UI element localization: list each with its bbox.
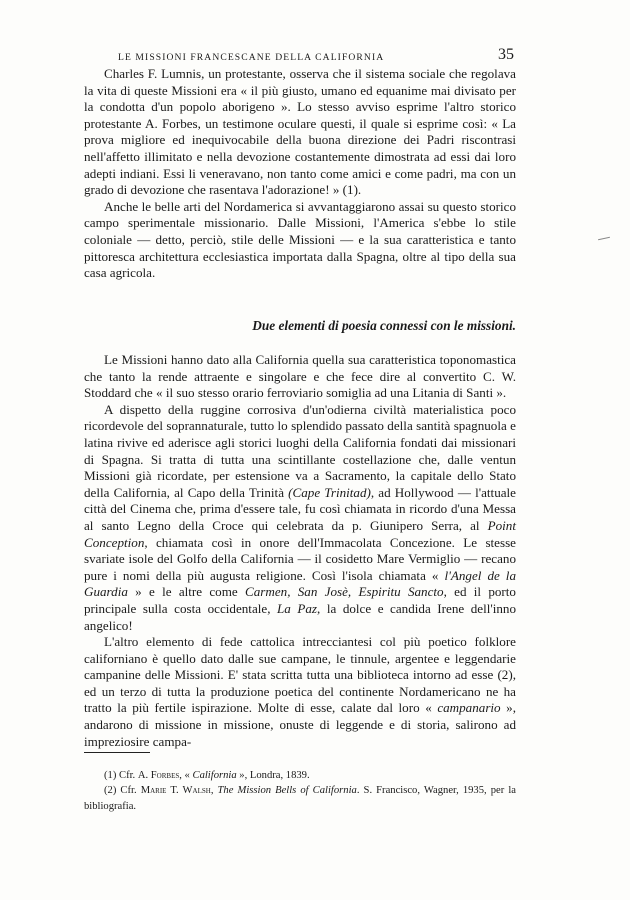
- footnote-sep: , «: [179, 770, 193, 781]
- italic-angel-guardia: l'Angel de la Guardia: [84, 567, 516, 600]
- text-run: L'altro elemento di fede cattolica intrecciantesi col più poetico folklore californiano è quello dato dalle sue campane, le tinnule, argentee e leggendarie campanine delle Missioni. E' stata scritta tutta una biblioteca intorno ad esse (2), ed un terzo di tutta la produzione poetica del continente Nordamericano ne ha tratto la più fertile ispirazione. Molte di esse, calate dal loro «: [84, 634, 516, 716]
- italic-island-names: Carmen, San Josè, Espiritu Sancto: [245, 584, 444, 600]
- italic-campanario: campanario: [437, 700, 501, 716]
- italic-la-paz: La Paz: [277, 600, 318, 616]
- page-number: 35: [498, 46, 514, 63]
- footnote-rest: . S. Francisco, Wagner, 1935, per la bibliografia.: [84, 785, 516, 812]
- margin-mark: [598, 237, 610, 240]
- footnote-2: [84, 783, 516, 814]
- paragraph-lumnis: Charles F. Lumnis, un protestante, osserva che il sistema sociale che regolava la vita di queste Missioni era « il più giusto, umano ed equanime mai divisato per la condotta d'un popolo aborigeno ». Lo stesso avviso esprime l'altro storico protestante A. Forbes, un testimone oculare questi, il quale si esprime così: « La prova migliore ed inequivocabile della buona direzione dei Padri riscontrasi nell'affetto illimitato e nella devozione costantemente dimostrata ad essi dai loro adepti indiani. Essi li veneravano, non tanto come amici e come padri, ma con un grado di devozione che rasentava l'adorazione! » (1).: [84, 66, 516, 198]
- text-run: , chiamata così in onore dell'Immacolata Concezione. Le stesse svariate isole del Golfo della California — il cosidetto Mare Vermiglio — recano pure i nomi della più augusta religione. Così l'isola chiamata «: [84, 534, 516, 583]
- footnote-title: California: [192, 770, 237, 781]
- paragraph-fine-arts: Anche le belle arti del Nordamerica si avvantaggiarono assai su questo storico campo sperimentale missionario. Dalle Missioni, l'America s'ebbe lo stile coloniale — detto, perciò, stile delle Missioni — e la sua caratteristica e tanto pittoresca architettura ecclesiastica importata dalla Spagna, oltre al tipo della sua casa agricola.: [84, 198, 516, 281]
- footnote-author: Marie T. Walsh: [140, 785, 211, 797]
- footnote-rule: [84, 752, 150, 753]
- text-block-top: [84, 66, 516, 282]
- footnotes: [84, 768, 516, 814]
- paragraph-constellation: [84, 402, 516, 634]
- running-title: LE MISSIONI FRANCESCANE DELLA CALIFORNIA: [118, 52, 385, 63]
- footnote-mark: (1) Cfr.: [104, 770, 138, 781]
- paragraph-bells: [84, 634, 516, 750]
- footnote-1: [84, 768, 516, 783]
- footnote-rest: », Londra, 1839.: [236, 770, 310, 781]
- text-run: », andarono di missione in missione, onuste di leggende e di storia, salirono ad impreziosire campa-: [84, 700, 516, 749]
- italic-cape-trinitad: (Cape Trinitad): [288, 484, 371, 500]
- footnote-author: A. Forbes: [137, 770, 180, 781]
- text-run: , ad Hollywood — l'attuale città del Cinema che, prima d'essere tale, fu così chiamata in ricordo d'una Messa al santo Legno della Croce qui celebrata da p. Giunipero Serra, al: [84, 484, 516, 533]
- section-heading: Due elementi di poesia connessi con le missioni.: [252, 318, 516, 333]
- text-run: A dispetto della ruggine corrosiva d'un'odierna civiltà materialistica poco ricordevole del soprannaturale, tutto lo splendido passato della santità spagnuola e latina rivive ed aderisce agli storici luoghi della California fondati dai missionari di Spagna. Si tratta di tutta una scintillante costellazione che, dalle ventun Missioni già ricordate, per estensione va a Sacramento, la capitale dello Stato della California, al Capo della Trinità: [84, 401, 516, 500]
- footnote-mark: (2) Cfr.: [104, 785, 141, 797]
- paragraph-toponymy: Le Missioni hanno dato alla California quella sua caratteristica toponomastica che tanto la rende attraente e singolare e che fece dire al convertito C. W. Stoddard che « il suo stesso orario ferroviario somiglia ad una Litania di Santi ».: [84, 352, 516, 401]
- footnote-sep: ,: [210, 785, 218, 797]
- text-run: » e le altre come: [127, 584, 245, 600]
- text-run: , la dolce e candida Irene dell'inno angelico!: [84, 600, 517, 633]
- footnote-title: The Mission Bells of California: [217, 785, 357, 797]
- text-block-main: [84, 352, 516, 750]
- text-run: , ed il porto principale sulla costa occidentale,: [84, 584, 516, 616]
- italic-point-conception: Point Conception: [84, 517, 516, 550]
